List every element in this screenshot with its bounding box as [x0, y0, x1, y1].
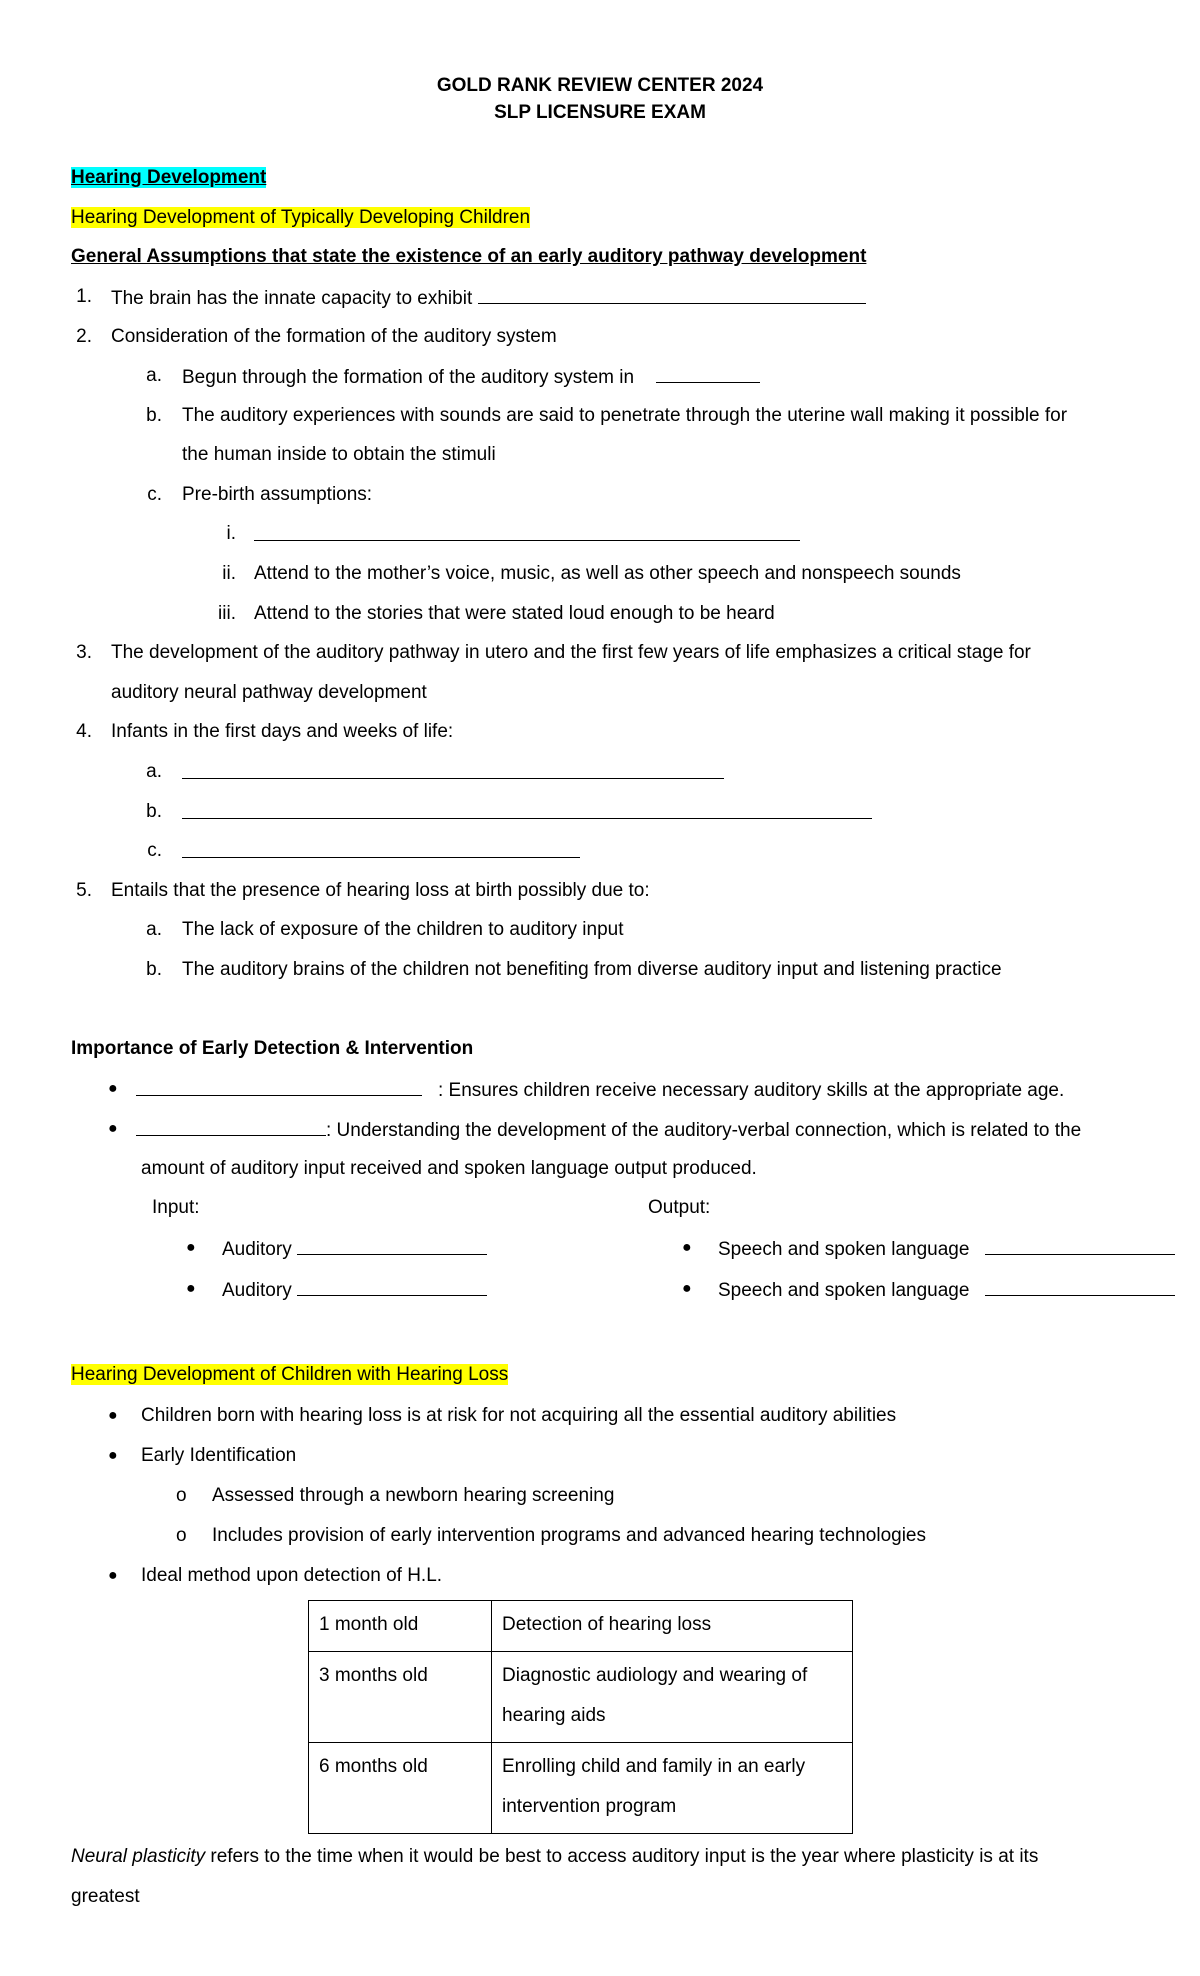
blank-line [478, 285, 866, 304]
bullet-icon: ● [108, 1447, 118, 1464]
item-5b-text: The auditory brains of the children not benefiting from diverse auditory input and listening practice [182, 959, 1002, 980]
list-number-2: 2. [76, 326, 92, 347]
blank-line [297, 1277, 487, 1296]
blank-line [254, 522, 800, 541]
section-title-hearing-development: Hearing Development [71, 167, 267, 188]
blank-line [297, 1236, 487, 1255]
list-number-4: 4. [76, 721, 92, 742]
blank-line [985, 1277, 1175, 1296]
list-letter-a: a. [146, 365, 162, 386]
item-2a [182, 364, 760, 390]
neural-plasticity-paragraph [71, 1845, 1038, 1869]
output-item-1: Speech and spoken language [718, 1239, 970, 1260]
item-2b-line1: The auditory experiences with sounds are said to penetrate through the uterine wall making it possible for [182, 405, 1068, 426]
output-item-2: Speech and spoken language [718, 1280, 970, 1301]
blank-line [136, 1077, 422, 1096]
blank-line [182, 800, 872, 819]
circle-bullet-icon: o [176, 1525, 187, 1546]
bullet-2-text-line1: : Understanding the development of the auditory-verbal connection, which is related to the [326, 1120, 1082, 1141]
bullet-icon: ● [108, 1080, 118, 1097]
bullet-1-text: : Ensures children receive necessary auditory skills at the appropriate age. [438, 1080, 1065, 1101]
table-cell-action: Detection of hearing loss [492, 1601, 853, 1652]
item-2c-text: Pre-birth assumptions: [182, 484, 373, 505]
neural-plasticity-term: Neural plasticity [71, 1846, 206, 1867]
circle-bullet-icon: o [176, 1485, 187, 1506]
blank-line [182, 839, 580, 858]
blank-line [182, 760, 724, 779]
blank-line [136, 1117, 326, 1136]
header-line2: SLP LICENSURE EXAM [494, 102, 706, 123]
blank-line [985, 1236, 1175, 1255]
list-number-5: 5. [76, 880, 92, 901]
neural-plasticity-definition: refers to the time when it would be best to access auditory input is the year where plasticity is at its [205, 1846, 1039, 1867]
bullet-icon: ● [682, 1280, 692, 1297]
list-letter-a: a. [146, 919, 162, 940]
list-number-1: 1. [76, 286, 92, 307]
table-row [309, 1652, 853, 1743]
list-roman-i: i. [226, 523, 236, 544]
item-4-text: Infants in the first days and weeks of life: [111, 721, 454, 742]
early-detection-heading: Importance of Early Detection & Intervention [71, 1038, 474, 1059]
list-letter-b: b. [146, 959, 162, 980]
table-cell-age: 6 months old [309, 1743, 492, 1834]
list-letter-c: c. [147, 840, 162, 861]
bullet-2-text-line2: amount of auditory input received and spoken language output produced. [141, 1158, 757, 1179]
bullet-icon: ● [108, 1120, 118, 1137]
input-item-2: Auditory [222, 1280, 292, 1301]
list-number-3: 3. [76, 642, 92, 663]
list-letter-b: b. [146, 801, 162, 822]
list-letter-a: a. [146, 761, 162, 782]
table-row [309, 1743, 853, 1834]
table-cell-age: 1 month old [309, 1601, 492, 1652]
item-5a-text: The lack of exposure of the children to auditory input [182, 919, 624, 940]
table-cell-action: Diagnostic audiology and wearing of hearing aids [492, 1652, 853, 1743]
item-3-line1: The development of the auditory pathway in utero and the first few years of life emphasizes a critical stage for [111, 642, 1031, 663]
item-1-text: The brain has the innate capacity to exhibit [111, 288, 473, 309]
hl-sub-1-text: Assessed through a newborn hearing screening [212, 1485, 615, 1506]
hl-bullet-1-text: Children born with hearing loss is at risk for not acquiring all the essential auditory abilities [141, 1405, 897, 1426]
bullet-icon: ● [186, 1239, 196, 1256]
bullet-icon: ● [108, 1567, 118, 1584]
table-row [309, 1601, 853, 1652]
bullet-icon: ● [186, 1280, 196, 1297]
list-letter-b: b. [146, 405, 162, 426]
item-5-text: Entails that the presence of hearing loss at birth possibly due to: [111, 880, 650, 901]
list-roman-ii: ii. [222, 563, 236, 584]
list-roman-iii: iii. [218, 603, 236, 624]
hl-bullet-3-text: Ideal method upon detection of H.L. [141, 1565, 443, 1586]
blank-line [656, 364, 760, 383]
bullet-icon: ● [682, 1239, 692, 1256]
table-cell-action: Enrolling child and family in an early intervention program [492, 1743, 853, 1834]
item-2-text: Consideration of the formation of the auditory system [111, 326, 557, 347]
bullet-icon: ● [108, 1407, 118, 1424]
section-title-hearing-loss: Hearing Development of Children with Hearing Loss [71, 1364, 509, 1385]
intervention-timeline-table [308, 1600, 853, 1834]
header-line1: GOLD RANK REVIEW CENTER 2024 [436, 75, 764, 96]
output-label: Output: [648, 1197, 711, 1218]
hl-sub-2-text: Includes provision of early intervention programs and advanced hearing technologies [212, 1525, 926, 1546]
input-item-1: Auditory [222, 1239, 292, 1260]
item-2c-iii-text: Attend to the stories that were stated loud enough to be heard [254, 603, 775, 624]
list-letter-c: c. [147, 484, 162, 505]
table-cell-age: 3 months old [309, 1652, 492, 1743]
input-label: Input: [152, 1197, 200, 1218]
section-subtitle-typical: Hearing Development of Typically Developing Children [71, 207, 531, 228]
item-2a-text: Begun through the formation of the auditory system in [182, 367, 635, 388]
assumptions-heading: General Assumptions that state the existence of an early auditory pathway development [71, 246, 867, 267]
neural-plasticity-line2: greatest [71, 1886, 140, 1907]
item-2b-line2: the human inside to obtain the stimuli [182, 444, 496, 465]
item-3-line2: auditory neural pathway development [111, 682, 427, 703]
hl-bullet-2-text: Early Identification [141, 1445, 297, 1466]
item-1 [111, 285, 866, 311]
item-2c-ii-text: Attend to the mother’s voice, music, as well as other speech and nonspeech sounds [254, 563, 961, 584]
